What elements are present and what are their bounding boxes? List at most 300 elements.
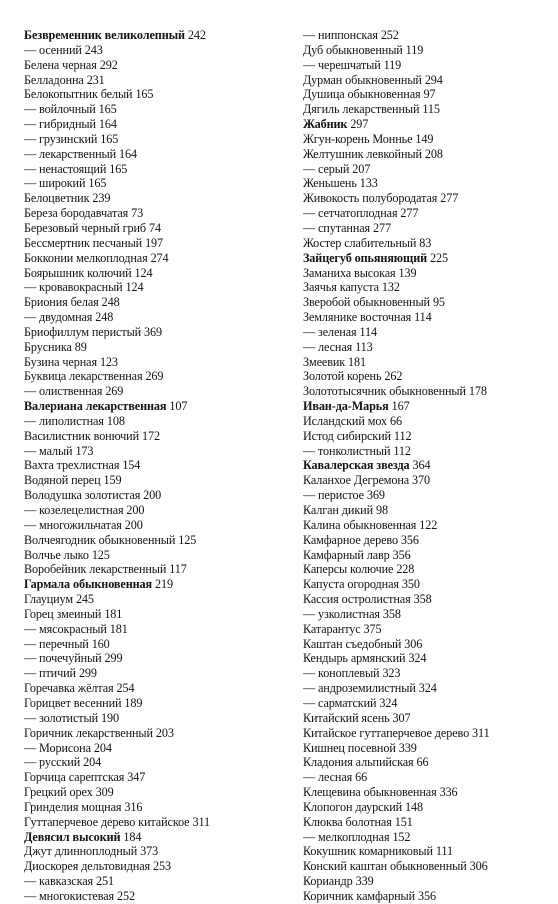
index-column-right xyxy=(302,28,552,903)
entry-page-number: 200 xyxy=(126,503,145,517)
entry-term: Бриония белая xyxy=(24,295,99,310)
entry-page-number: 125 xyxy=(178,532,197,547)
entry-page-number: 311 xyxy=(192,814,210,829)
index-entry xyxy=(24,444,299,459)
entry-page-number: 160 xyxy=(91,636,110,651)
entry-term: Камфарный лавр xyxy=(302,547,390,562)
entry-term: Камфарное дерево xyxy=(302,532,398,547)
index-entry xyxy=(24,221,299,236)
entry-page-number: 73 xyxy=(131,206,144,221)
index-entry xyxy=(24,340,299,355)
index-entry xyxy=(24,755,299,770)
entry-term: Желтушник левкойный xyxy=(302,146,422,161)
index-entry xyxy=(24,681,299,696)
index-entry xyxy=(24,785,299,800)
entry-page-number: 167 xyxy=(391,399,410,414)
entry-page-number: 148 xyxy=(405,799,424,814)
entry-page-number: 151 xyxy=(394,814,413,829)
entry-term: Жостер слабительный xyxy=(302,235,417,250)
entry-term: Заманиха высокая xyxy=(302,265,396,280)
entry-term: Китайское гуттаперчевое дерево xyxy=(302,725,470,740)
entry-page-number: 228 xyxy=(396,562,415,577)
index-entry xyxy=(24,533,299,548)
entry-term: — перистое xyxy=(302,488,364,503)
entry-term: Кориандр xyxy=(302,874,353,889)
index-entry xyxy=(303,548,552,563)
entry-page-number: 292 xyxy=(99,57,118,72)
index-entry xyxy=(24,666,299,681)
index-entry xyxy=(303,236,552,251)
entry-term: Каланхое Дегремона xyxy=(302,473,410,488)
entry-page-number: 152 xyxy=(392,829,411,844)
index-entry xyxy=(303,577,552,592)
index-entry xyxy=(303,726,552,741)
entry-page-number: 248 xyxy=(95,310,114,325)
entry-term: Девясил высокий xyxy=(24,829,121,844)
index-entry xyxy=(24,236,299,251)
index-entry xyxy=(24,191,299,206)
entry-page-number: 159 xyxy=(103,473,122,488)
index-entry xyxy=(303,815,552,830)
index-entry xyxy=(303,117,552,132)
entry-page-number: 294 xyxy=(424,72,443,87)
entry-page-number: 165 xyxy=(109,161,128,176)
entry-term: Горицвет весенний xyxy=(24,695,122,710)
entry-page-number: 254 xyxy=(116,681,135,696)
index-entry xyxy=(303,874,552,889)
entry-term: Василистник вонючий xyxy=(24,428,140,443)
entry-page-number: 204 xyxy=(83,755,102,770)
entry-term: Дягиль лекарственный xyxy=(302,102,420,117)
index-entry xyxy=(24,384,299,399)
index-column-left xyxy=(24,28,299,903)
entry-page-number: 204 xyxy=(93,740,112,755)
entry-term: Белладонна xyxy=(24,72,84,87)
entry-page-number: 347 xyxy=(127,770,146,785)
entry-page-number: 306 xyxy=(469,859,488,874)
index-entry xyxy=(24,87,299,102)
entry-page-number: 66 xyxy=(389,413,402,428)
entry-page-number: 114 xyxy=(414,310,432,325)
entry-term: Иван-да-Марья xyxy=(302,399,389,414)
entry-page-number: 252 xyxy=(117,888,135,903)
entry-page-number: 107 xyxy=(169,399,188,414)
entry-term: Вахта трехлистная xyxy=(24,458,120,473)
entry-term: Горец змеиный xyxy=(24,606,102,621)
entry-term: Клюква болотная xyxy=(302,814,392,829)
entry-page-number: 197 xyxy=(145,235,164,250)
entry-term: Истод сибирский xyxy=(302,428,391,443)
index-entry xyxy=(303,384,552,399)
entry-term: Каперсы колючие xyxy=(302,562,394,577)
entry-page-number: 299 xyxy=(104,651,123,666)
entry-page-number: 149 xyxy=(415,131,434,146)
entry-term: — гибридный xyxy=(24,117,96,132)
entry-term: — коноплевый xyxy=(302,666,380,681)
entry-term: Душица обыкновенная xyxy=(302,87,421,102)
index-entry xyxy=(24,562,299,577)
entry-term: — липолистная xyxy=(24,413,104,428)
index-entry xyxy=(24,488,299,503)
index-entry xyxy=(24,651,299,666)
entry-page-number: 277 xyxy=(400,206,419,221)
entry-term: Горчица сарептская xyxy=(24,770,125,785)
entry-page-number: 269 xyxy=(145,369,164,384)
index-entry xyxy=(303,592,552,607)
entry-term: — лесная xyxy=(302,770,353,785)
entry-term: Жгун-корень Моннье xyxy=(302,131,413,146)
entry-term: — русский xyxy=(24,755,81,770)
index-entry xyxy=(24,132,299,147)
index-entry xyxy=(303,458,552,473)
entry-page-number: 112 xyxy=(393,443,411,458)
index-entry xyxy=(303,355,552,370)
entry-page-number: 132 xyxy=(381,280,400,295)
index-entry xyxy=(303,176,552,191)
index-entry xyxy=(24,251,299,266)
entry-term: Гармала обыкновенная xyxy=(24,577,153,592)
entry-page-number: 124 xyxy=(125,280,144,295)
index-entry xyxy=(303,755,552,770)
index-entry xyxy=(303,325,552,340)
entry-term: Кендырь армянский xyxy=(302,651,406,666)
index-entry xyxy=(24,310,299,325)
index-entry xyxy=(303,280,552,295)
index-entry xyxy=(303,711,552,726)
entry-term: Золотой корень xyxy=(302,369,382,384)
entry-term: Бокконии мелкоплодная xyxy=(24,250,148,265)
entry-page-number: 83 xyxy=(419,235,432,250)
entry-term: Каштан съедобный xyxy=(302,636,402,651)
entry-term: Жабник xyxy=(302,117,348,132)
entry-term: Береза бородавчатая xyxy=(24,206,129,221)
entry-page-number: 122 xyxy=(419,517,438,532)
index-entry xyxy=(303,859,552,874)
entry-page-number: 66 xyxy=(416,755,429,770)
index-entry xyxy=(303,58,552,73)
index-entry xyxy=(24,369,299,384)
entry-term: Капуста огородная xyxy=(302,577,399,592)
index-entry xyxy=(24,874,299,889)
index-entry xyxy=(24,889,299,904)
entry-term: Кавалерская звезда xyxy=(302,458,410,473)
entry-page-number: 119 xyxy=(383,57,402,72)
index-entry xyxy=(303,651,552,666)
index-entry xyxy=(303,429,552,444)
entry-page-number: 200 xyxy=(143,488,162,503)
index-entry xyxy=(24,518,299,533)
entry-term: Дурман обыкновенный xyxy=(302,72,422,87)
entry-term: Золототысячник обыкновенный xyxy=(302,384,466,399)
index-entry xyxy=(24,548,299,563)
entry-page-number: 274 xyxy=(150,250,169,265)
index-entry xyxy=(24,696,299,711)
entry-term: Брусника xyxy=(24,339,72,354)
entry-term: Заячья капуста xyxy=(302,280,379,295)
index-entry xyxy=(303,369,552,384)
index-entry xyxy=(24,622,299,637)
entry-term: Бузина черная xyxy=(24,354,97,369)
entry-term: Горечавка жёлтая xyxy=(24,681,114,696)
index-entry xyxy=(24,73,299,88)
entry-page-number: 225 xyxy=(430,250,448,265)
entry-page-number: 164 xyxy=(98,117,117,132)
entry-term: — олиственная xyxy=(24,384,103,399)
entry-page-number: 189 xyxy=(124,695,143,710)
entry-page-number: 219 xyxy=(154,577,173,592)
entry-page-number: 113 xyxy=(355,339,373,354)
entry-term: Женьшень xyxy=(302,176,357,191)
index-entry xyxy=(24,726,299,741)
entry-page-number: 181 xyxy=(109,621,128,636)
entry-term: — сарматский xyxy=(302,695,377,710)
index-entry xyxy=(24,28,299,43)
index-entry xyxy=(24,607,299,622)
entry-term: Водяной перец xyxy=(24,473,101,488)
entry-term: — многокистевая xyxy=(24,888,115,903)
index-entry xyxy=(303,844,552,859)
entry-page-number: 245 xyxy=(75,592,94,607)
index-entry xyxy=(303,73,552,88)
index-entry xyxy=(303,770,552,785)
index-entry xyxy=(24,295,299,310)
entry-page-number: 251 xyxy=(96,874,114,889)
entry-term: — мясокрасный xyxy=(24,621,107,636)
index-entry xyxy=(24,577,299,592)
index-entry xyxy=(303,310,552,325)
entry-term: Березовый черный гриб xyxy=(24,220,147,235)
entry-page-number: 242 xyxy=(187,28,206,42)
entry-term: — птичий xyxy=(24,666,76,681)
index-entry xyxy=(303,473,552,488)
entry-term: Глауциум xyxy=(24,592,73,607)
index-entry xyxy=(303,785,552,800)
entry-page-number: 324 xyxy=(379,695,398,710)
entry-page-number: 364 xyxy=(412,458,431,473)
entry-term: — черешчатый xyxy=(302,57,381,72)
index-entry xyxy=(303,488,552,503)
entry-page-number: 184 xyxy=(123,829,142,844)
entry-page-number: 239 xyxy=(92,191,111,206)
index-entry xyxy=(303,266,552,281)
index-entry xyxy=(303,162,552,177)
entry-page-number: 356 xyxy=(392,547,411,562)
entry-term: Володушка золотистая xyxy=(24,488,141,503)
entry-page-number: 311 xyxy=(472,725,490,740)
entry-page-number: 190 xyxy=(100,710,119,725)
entry-page-number: 316 xyxy=(124,799,143,814)
entry-page-number: 262 xyxy=(384,369,403,384)
entry-page-number: 165 xyxy=(135,87,154,102)
index-entry xyxy=(303,340,552,355)
entry-page-number: 358 xyxy=(413,592,432,607)
entry-page-number: 123 xyxy=(99,354,118,369)
index-entry xyxy=(24,711,299,726)
entry-page-number: 369 xyxy=(144,324,163,339)
entry-term: Воробейник лекарственный xyxy=(24,562,167,577)
entry-term: Калина обыкновенная xyxy=(302,517,417,532)
entry-term: Кассия остролистная xyxy=(302,592,411,607)
index-entry xyxy=(303,562,552,577)
entry-term: — лекарственный xyxy=(24,146,117,161)
entry-term: Клопогон даурский xyxy=(302,799,403,814)
entry-term: Буквица лекарственная xyxy=(24,369,143,384)
index-entry xyxy=(24,117,299,132)
entry-term: Живокость полубородатая xyxy=(302,191,438,206)
entry-term: Клещевина обыкновенная xyxy=(302,785,437,800)
index-entry xyxy=(24,58,299,73)
entry-term: Безвременник великолепный xyxy=(24,28,185,42)
index-entry xyxy=(24,280,299,295)
index-entry xyxy=(303,666,552,681)
entry-term: Кладония альпийская xyxy=(302,755,414,770)
entry-page-number: 172 xyxy=(141,428,160,443)
entry-term: Катарантус xyxy=(302,621,361,636)
entry-term: — мелкоплодная xyxy=(302,829,390,844)
entry-term: — серый xyxy=(302,161,350,176)
entry-term: Джут длинноплодный xyxy=(24,844,138,859)
index-entry xyxy=(24,503,299,518)
index-entry xyxy=(24,147,299,162)
index-entry xyxy=(303,28,552,43)
entry-term: — войлочный xyxy=(24,102,96,117)
entry-page-number: 124 xyxy=(134,265,153,280)
entry-page-number: 324 xyxy=(408,651,427,666)
entry-term: — почечуйный xyxy=(24,651,102,666)
entry-page-number: 133 xyxy=(359,176,378,191)
entry-page-number: 277 xyxy=(440,191,459,206)
index-entry xyxy=(24,859,299,874)
index-entry xyxy=(303,518,552,533)
entry-term: — козелецелистная xyxy=(24,503,124,517)
entry-term: Боярышник колючий xyxy=(24,265,132,280)
index-entry xyxy=(303,43,552,58)
entry-page-number: 165 xyxy=(88,176,107,191)
entry-term: — лесная xyxy=(302,339,353,354)
entry-page-number: 309 xyxy=(95,785,114,800)
entry-page-number: 165 xyxy=(98,102,117,117)
entry-term: Бессмертник песчаный xyxy=(24,235,143,250)
entry-term: Кишнец посевной xyxy=(302,740,396,755)
entry-term: Диоскорея дельтовидная xyxy=(24,859,151,874)
entry-term: — малый xyxy=(24,443,73,458)
entry-term: Валериана лекарственная xyxy=(24,399,167,414)
index-entry xyxy=(303,295,552,310)
entry-page-number: 164 xyxy=(119,146,137,161)
entry-page-number: 208 xyxy=(424,146,443,161)
index-entry xyxy=(24,206,299,221)
entry-term: Исландский мох xyxy=(302,413,387,428)
index-entry xyxy=(303,889,552,904)
entry-page-number: 66 xyxy=(355,770,368,785)
entry-term: — ниппонская xyxy=(302,28,378,42)
entry-term: — многожильчатая xyxy=(24,517,122,532)
index-entry xyxy=(303,444,552,459)
entry-page-number: 307 xyxy=(392,710,411,725)
entry-page-number: 114 xyxy=(359,324,378,339)
entry-page-number: 269 xyxy=(105,384,124,399)
entry-term: — спутанная xyxy=(302,220,371,235)
index-entry xyxy=(303,191,552,206)
index-entry xyxy=(303,830,552,845)
entry-page-number: 253 xyxy=(153,859,171,874)
entry-page-number: 356 xyxy=(417,888,436,903)
index-entry xyxy=(303,696,552,711)
entry-page-number: 299 xyxy=(78,666,97,681)
entry-term: Грецкий орех xyxy=(24,785,93,800)
index-entry xyxy=(24,592,299,607)
index-entry xyxy=(24,458,299,473)
entry-page-number: 373 xyxy=(140,844,159,859)
entry-term: — узколистная xyxy=(302,606,380,621)
entry-page-number: 139 xyxy=(398,265,417,280)
entry-term: Горичник лекарственный xyxy=(24,725,153,740)
index-entry xyxy=(24,399,299,414)
entry-page-number: 277 xyxy=(373,220,391,235)
entry-page-number: 74 xyxy=(149,220,161,235)
index-entry xyxy=(303,132,552,147)
entry-page-number: 297 xyxy=(350,117,369,132)
entry-term: Белоцветник xyxy=(24,191,90,206)
entry-term: Дуб обыкновенный xyxy=(302,42,403,57)
entry-page-number: 207 xyxy=(352,161,371,176)
entry-page-number: 89 xyxy=(74,339,87,354)
entry-term: — тонколистный xyxy=(302,443,391,458)
index-entry xyxy=(303,221,552,236)
entry-term: Зверобой обыкновенный xyxy=(302,295,430,310)
entry-page-number: 324 xyxy=(418,681,437,696)
index-entry xyxy=(303,251,552,266)
index-entry xyxy=(24,800,299,815)
entry-term: Бриофиллум перистый xyxy=(24,324,142,339)
entry-page-number: 339 xyxy=(398,740,417,755)
index-entry xyxy=(303,414,552,429)
index-entry xyxy=(303,102,552,117)
entry-page-number: 252 xyxy=(380,28,399,42)
entry-page-number: 336 xyxy=(439,785,458,800)
entry-page-number: 375 xyxy=(363,621,382,636)
entry-term: Белена черная xyxy=(24,57,97,72)
entry-page-number: 306 xyxy=(404,636,423,651)
entry-page-number: 173 xyxy=(75,443,94,458)
index-entry xyxy=(303,800,552,815)
index-entry xyxy=(24,815,299,830)
entry-term: Гринделия мощная xyxy=(24,799,122,814)
index-entry xyxy=(303,503,552,518)
entry-page-number: 339 xyxy=(355,874,374,889)
index-entry xyxy=(303,607,552,622)
entry-term: — ненастоящий xyxy=(24,161,107,176)
entry-term: Гуттаперчевое дерево китайское xyxy=(24,814,190,829)
entry-page-number: 119 xyxy=(405,42,424,57)
index-entry xyxy=(303,399,552,414)
index-entry xyxy=(303,637,552,652)
index-entry xyxy=(303,741,552,756)
entry-page-number: 358 xyxy=(382,606,401,621)
index-entry xyxy=(24,102,299,117)
index-entry xyxy=(24,325,299,340)
entry-term: Волчеягодник обыкновенный xyxy=(24,532,176,547)
entry-page-number: 231 xyxy=(86,72,105,87)
entry-term: Зайцегуб опьяняющий xyxy=(302,250,428,265)
entry-term: Коричник камфарный xyxy=(302,888,416,903)
entry-term: — Морисона xyxy=(24,740,91,755)
entry-page-number: 323 xyxy=(382,666,401,681)
entry-page-number: 115 xyxy=(422,102,440,117)
index-entry xyxy=(24,741,299,756)
entry-term: Конский каштан обыкновенный xyxy=(302,859,467,874)
index-entry xyxy=(24,266,299,281)
